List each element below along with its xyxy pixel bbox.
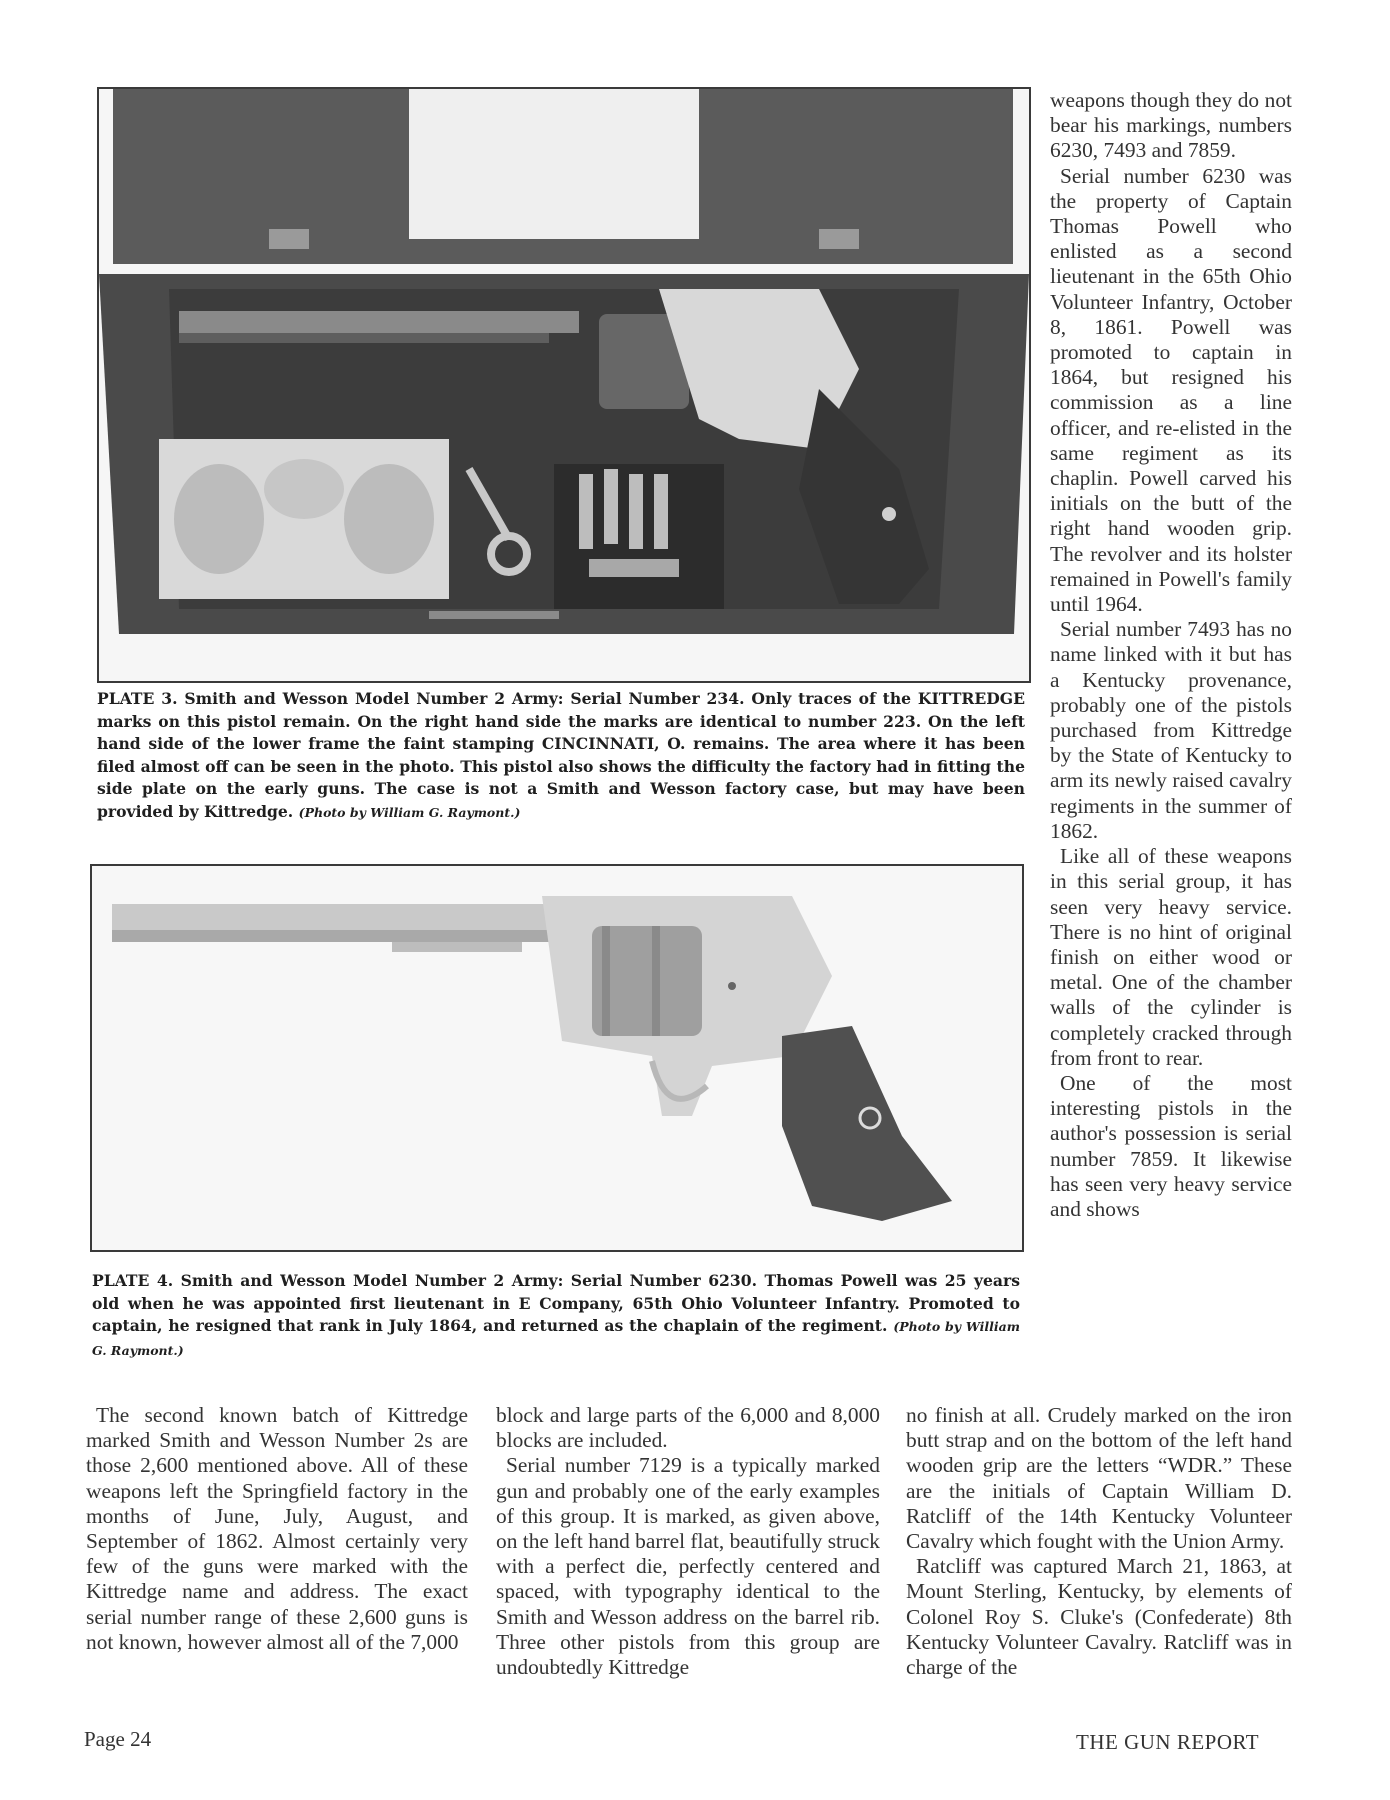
paragraph: Serial number 6230 was the property of Captain Thomas Powell who enlisted as a second lieutenant in the 65th Ohio Volunteer Infantry, October 8, 1861. Powell was promoted to captain in 1864, but resigned his commission as a line officer, and re-elisted in the same regiment as its chaplin. Powell carved his initials on the butt of the right hand wooden grip. The revolver and its holster remained in Powell's family until 1964. — [1050, 163, 1292, 617]
paragraph: One of the most interesting pistols in the author's possession is serial number 7859. It likewise has seen very heavy service and shows — [1050, 1070, 1292, 1221]
paragraph: no finish at all. Crudely marked on the iron butt strap and on the bottom of the left hand wooden grip are the letters “WDR.” These are the initials of Captain William D. Ratcliff of the 14th Kentucky Volunteer Cavalry which fought with the Union Army. — [906, 1403, 1292, 1554]
paragraph: Like all of these weapons in this serial group, it has seen very heavy service. There is no hint of original finish on either wood or metal. One of the chamber walls of the cylinder is completely cracked through from front to rear. — [1050, 844, 1292, 1070]
bottom-column-1 — [86, 1403, 468, 1655]
plate-3-caption-text: PLATE 3. Smith and Wesson Model Number 2 Army: Serial Number 234. Only traces of the KITTREDGE marks on this pistol remain. On the right hand side the marks are identical to number 223. On the left hand side of the lower frame the faint stamping CINCINNATI, O. remains. The area where it has been filed almost off can be seen in the photo. This pistol also shows the difficulty the factory had in fitting the side plate on the early guns. The case is not a Smith and Wesson factory case, but may have been provided by Kittredge. — [97, 689, 1025, 821]
cased-revolver-image — [99, 89, 1029, 681]
plate-4-caption-text: PLATE 4. Smith and Wesson Model Number 2 Army: Serial Number 6230. Thomas Powell was 25 years old when he was appointed first lieutenant in E Company, 65th Ohio Volunteer Infantry. Promoted to captain, he resigned that rank in July 1864, and returned as the chaplain of the regiment. — [92, 1271, 1020, 1335]
plate-4-credit: (Photo by William G. Raymont.) — [92, 1319, 1020, 1358]
plate-4-photo — [90, 864, 1024, 1252]
paragraph: weapons though they do not bear his markings, numbers 6230, 7493 and 7859. — [1050, 88, 1292, 163]
bottom-column-3 — [906, 1403, 1292, 1680]
right-column — [1050, 88, 1292, 1222]
plate-3-photo — [97, 87, 1031, 683]
paragraph: The second known batch of Kittredge marked Smith and Wesson Number 2s are those 2,600 mentioned above. All of these weapons left the Springfield factory in the months of June, July, August, and September of 1862. Almost certainly very few of the guns were marked with the Kittredge name and address. The exact serial number range of these 2,600 guns is not known, however almost all of the 7,000 — [86, 1403, 468, 1654]
revolver-side-image — [92, 866, 1022, 1250]
paragraph: Serial number 7129 is a typically marked gun and probably one of the early examples of this group. It is marked, as given above, on the left hand barrel flat, beautifully struck with a perfect die, perfectly centered and spaced, with typography identical to the Smith and Wesson address on the barrel rib. Three other pistols from this group are undoubtedly Kittredge — [496, 1453, 880, 1680]
plate-3-credit: (Photo by William G. Raymont.) — [298, 804, 521, 820]
plate-3-caption — [97, 688, 1025, 824]
magazine-title: THE GUN REPORT — [1076, 1730, 1260, 1754]
page-number: Page 24 — [84, 1727, 152, 1751]
paragraph: block and large parts of the 6,000 and 8,000 blocks are included. — [496, 1403, 880, 1453]
bottom-column-2 — [496, 1403, 880, 1680]
paragraph: Ratcliff was captured March 21, 1863, at Mount Sterling, Kentucky, by elements of Colonel Roy S. Cluke's (Confederate) 8th Kentucky Volunteer Cavalry. Ratcliff was in charge of the — [906, 1554, 1292, 1680]
plate-4-caption — [92, 1270, 1020, 1362]
paragraph: Serial number 7493 has no name linked with it but has a Kentucky provenance, probably one of the pistols purchased from Kittredge by the State of Kentucky to arm its newly raised cavalry regiments in the summer of 1862. — [1050, 617, 1292, 843]
